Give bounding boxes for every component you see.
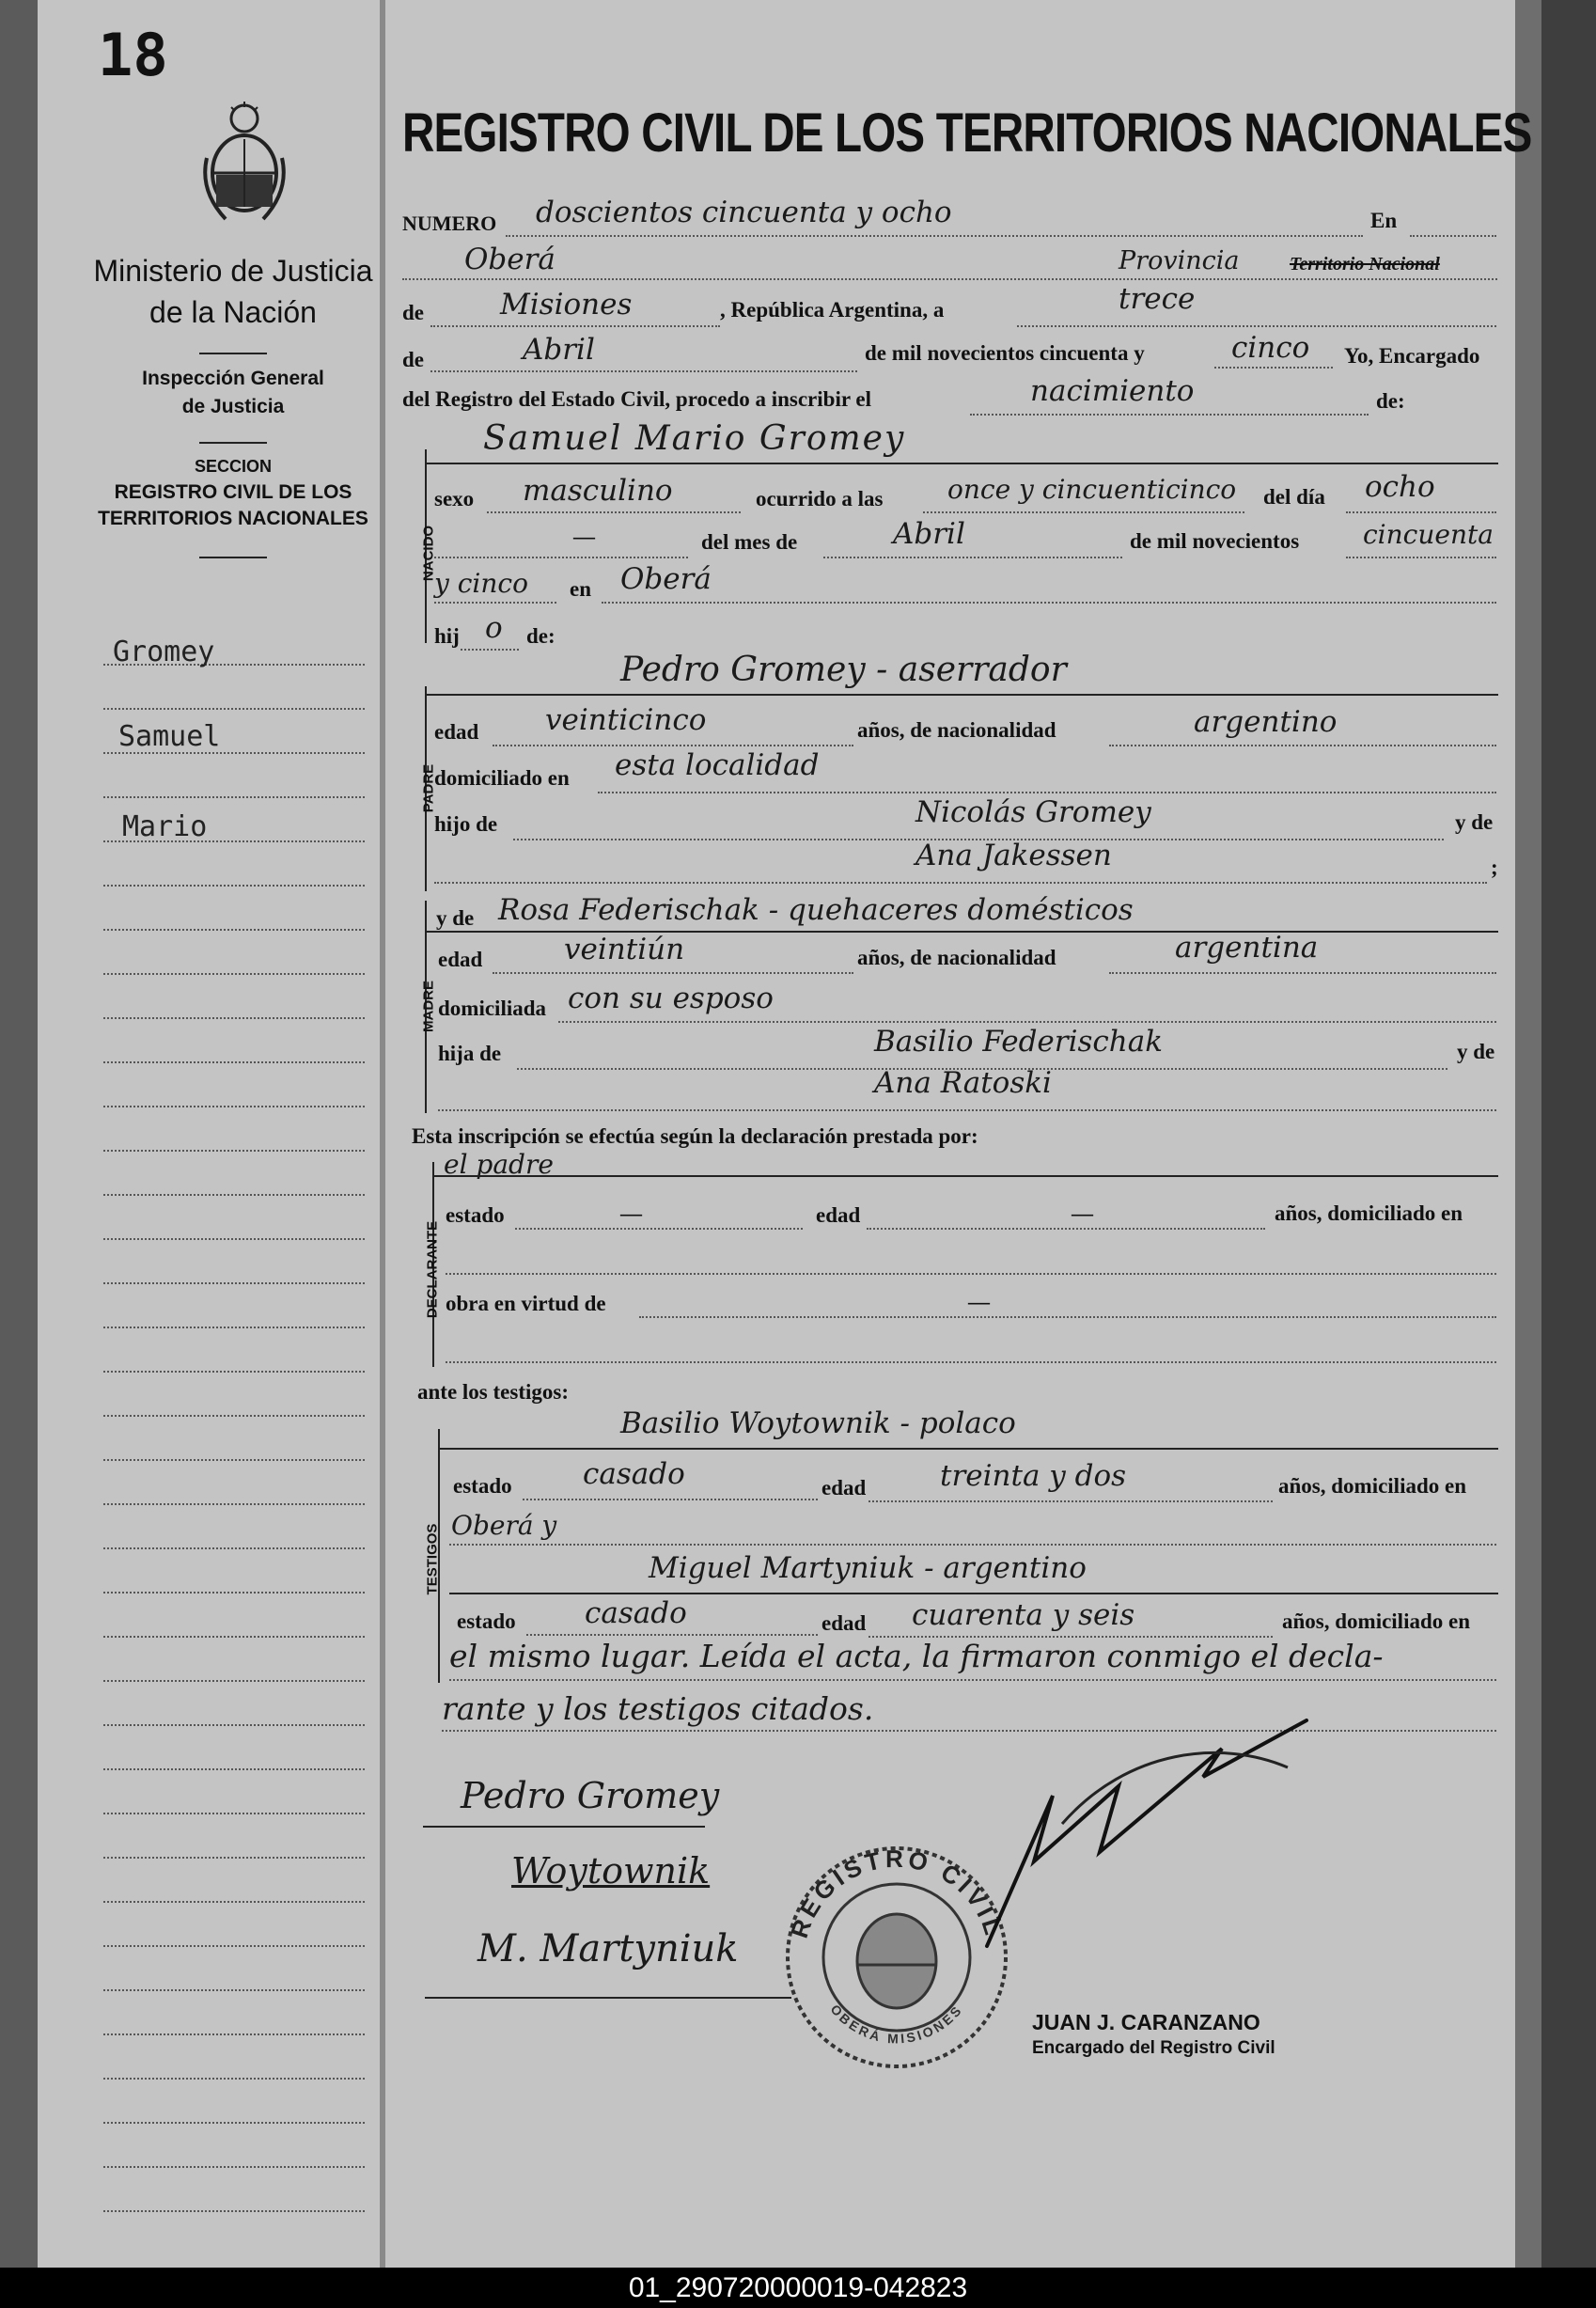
- margin-ruled-line: [103, 1547, 365, 1549]
- margin-ruled-line: [103, 1945, 365, 1947]
- territory-value: Misiones: [500, 288, 633, 322]
- closing-line-1: el mismo lugar. Leída el acta, la firmaron conmigo el decla-: [449, 1638, 1384, 1674]
- month-line: [430, 370, 857, 372]
- hij-line: [461, 649, 519, 651]
- mil-label: de mil novecientos: [1130, 529, 1300, 553]
- signature-testigo-2-rule: [425, 1997, 791, 1999]
- margin-ruled-line: [103, 1194, 365, 1196]
- testigo-1-estado-line: [523, 1499, 818, 1500]
- declarante-underline: [432, 1175, 1498, 1177]
- testigo-1-domicilio: Oberá y: [451, 1510, 557, 1541]
- divider: [199, 442, 267, 444]
- padre-yde-label: y de: [1455, 810, 1494, 834]
- official-signature: [978, 1711, 1335, 1974]
- signature-padre: Pedro Gromey: [461, 1775, 720, 1816]
- padre-hijo-label: hijo de: [434, 812, 498, 836]
- margin-ruled-line: [103, 1150, 365, 1152]
- ministry-line-2: de la Nación: [149, 295, 317, 329]
- sexo-line: [487, 511, 741, 513]
- hij-de-label: de:: [526, 624, 555, 648]
- section-line-1: REGISTRO CIVIL DE LOS: [114, 481, 352, 503]
- signature-testigo-1: Woytownik: [511, 1850, 711, 1892]
- page-fold-line: [380, 0, 385, 2268]
- testigo-1-edad-value: treinta y dos: [940, 1459, 1127, 1493]
- coat-of-arms-emblem: [197, 102, 291, 228]
- testigo-1-underline: [438, 1448, 1498, 1450]
- margin-ruled-line: [103, 2210, 365, 2212]
- divider: [199, 353, 267, 354]
- margin-ruled-line: [103, 1724, 365, 1726]
- declarante-edad-dash: —: [1072, 1201, 1093, 1225]
- madre-mother-line: [438, 1109, 1496, 1111]
- section-line-2: TERRITORIOS NACIONALES: [98, 508, 368, 529]
- padre-edad-line: [493, 745, 853, 746]
- closing-line-1-rule: [449, 1679, 1496, 1681]
- mes-value: Abril: [893, 517, 965, 551]
- madre-mother-value: Ana Ratoski: [874, 1066, 1052, 1100]
- de2-label: de: [402, 348, 424, 371]
- margin-ruled-line: [103, 2166, 365, 2168]
- margin-given-name: Samuel: [118, 720, 221, 753]
- testigo-2-edad-value: cuarenta y seis: [912, 1598, 1135, 1632]
- anio-line: [1346, 557, 1496, 558]
- mes-prefix-line: [434, 557, 688, 558]
- madre-section-label: MADRE: [420, 981, 437, 1032]
- mes-label: del mes de: [701, 530, 798, 554]
- hora-value: once y cincuenticinco: [947, 474, 1237, 505]
- madre-yde-label: y de: [436, 906, 475, 930]
- closing-line-2: rante y los testigos citados.: [442, 1690, 874, 1727]
- margin-ruled-line: [103, 1857, 365, 1859]
- anio-line-2: [434, 602, 556, 604]
- yo-label: Yo, Encargado: [1344, 344, 1480, 368]
- lugar-value: Oberá: [620, 562, 712, 596]
- hora-line: [923, 511, 1244, 513]
- declarante-value: el padre: [444, 1149, 554, 1180]
- dia-line: [1346, 511, 1496, 513]
- margin-ruled-line: [103, 1813, 365, 1814]
- svg-text:REGISTRO CIVIL: [785, 1845, 1009, 1941]
- margin-ruled-line: [103, 708, 365, 710]
- margin-ruled-line: [103, 1592, 365, 1594]
- testigo-2-edad-label: edad: [821, 1611, 867, 1635]
- testigo-2-underline: [449, 1593, 1498, 1594]
- margin-ruled-line: [103, 796, 365, 798]
- document-id-footer: 01_290720000019-042823: [0, 2268, 1596, 2308]
- signature-padre-rule: [423, 1826, 705, 1828]
- en-line: [1410, 235, 1496, 237]
- locality-value: Oberá: [464, 243, 555, 276]
- madre-domicilio-label: domiciliada: [438, 997, 547, 1020]
- ocurrido-label: ocurrido a las: [756, 487, 884, 510]
- numero-line: [506, 235, 1363, 237]
- declarante-domicilio-line: [446, 1273, 1496, 1275]
- sexo-value: masculino: [523, 474, 673, 508]
- margin-ruled-line: [103, 1106, 365, 1107]
- person-name: Samuel Mario Gromey: [483, 419, 906, 458]
- declarante-anios-label: años, domiciliado en: [1275, 1201, 1463, 1225]
- inspection-label: [92, 365, 374, 421]
- testigos-intro: ante los testigos:: [417, 1380, 569, 1404]
- padre-mother-line: [434, 882, 1487, 884]
- declarante-section-label: DECLARANTE: [424, 1220, 441, 1319]
- padre-domicilio-line: [598, 792, 1496, 793]
- padre-edad-value: veinticinco: [545, 703, 707, 737]
- padre-anios-label: años, de nacionalidad: [857, 718, 1056, 742]
- year-label: de mil novecientos cincuenta y: [865, 341, 1145, 365]
- margin-ruled-line: [103, 1503, 365, 1505]
- madre-anios-label: años, de nacionalidad: [857, 946, 1056, 969]
- testigo-1-edad-label: edad: [821, 1476, 867, 1499]
- margin-ruled-line: [103, 2033, 365, 2035]
- testigo-2-anios-label: años, domiciliado en: [1282, 1609, 1471, 1633]
- madre-domicilio-line: [558, 1021, 1496, 1023]
- official-title: Encargado del Registro Civil: [1032, 2038, 1275, 2058]
- madre-edad-value: veintiún: [564, 933, 685, 966]
- margin-ruled-line: [103, 929, 365, 931]
- margin-ruled-line: [103, 1901, 365, 1903]
- margin-surname: Gromey: [113, 636, 215, 668]
- declarante-intro: Esta inscripción se efectúa según la declaración prestada por:: [412, 1124, 978, 1148]
- de-label: de: [402, 301, 424, 324]
- republica-label: , República Argentina, a: [720, 298, 945, 322]
- padre-underline: [425, 694, 1498, 696]
- declarante-edad-line: [867, 1228, 1265, 1230]
- madre-nacionalidad-value: argentina: [1175, 931, 1319, 965]
- testigo-1-anios-label: años, domiciliado en: [1278, 1474, 1467, 1498]
- divider: [199, 557, 267, 558]
- padre-domicilio-value: esta localidad: [615, 748, 820, 782]
- testigo-1-estado-value: casado: [583, 1457, 685, 1491]
- en-label: En: [1370, 209, 1398, 232]
- margin-ruled-line: [103, 1282, 365, 1284]
- testigo-2-estado-label: estado: [457, 1609, 516, 1633]
- padre-edad-label: edad: [434, 720, 479, 744]
- section-label: [92, 453, 374, 532]
- padre-father-value: Nicolás Gromey: [915, 795, 1151, 829]
- padre-semicolon: ;: [1491, 856, 1498, 879]
- stamp-top-text: REGISTRO CIVIL: [784, 1844, 1009, 1942]
- dia-label: del día: [1263, 485, 1325, 509]
- month-value: Abril: [523, 333, 595, 367]
- madre-hija-label: hija de: [438, 1042, 502, 1065]
- year-value: cinco: [1231, 331, 1310, 365]
- inspection-line-1: Inspección General: [142, 368, 324, 389]
- mes-dash: —: [573, 525, 595, 548]
- margin-ruled-line: [103, 1327, 365, 1328]
- margin-ruled-line: [103, 973, 365, 975]
- testigo-2-value: Miguel Martyniuk - argentino: [649, 1551, 1087, 1585]
- de3-label: de:: [1376, 389, 1405, 413]
- name-underline: [425, 463, 1498, 464]
- declarante-obra-label: obra en virtud de: [446, 1292, 606, 1315]
- page-title: REGISTRO CIVIL DE LOS TERRITORIOS NACIONALES: [402, 102, 1532, 164]
- declarante-edad-label: edad: [816, 1203, 861, 1227]
- hij-value: o: [485, 611, 503, 645]
- anio-value-2: y cinco: [434, 568, 528, 599]
- mes-line: [823, 557, 1122, 558]
- margin-ruled-line: [103, 1680, 365, 1682]
- numero-label: NUMERO: [402, 212, 497, 235]
- padre-mother-value: Ana Jakessen: [915, 839, 1112, 872]
- official-name: JUAN J. CARANZANO: [1032, 2010, 1260, 2034]
- margin-ruled-line: [103, 885, 365, 887]
- declarante-obra-dash: —: [968, 1290, 990, 1313]
- padre-domicilio-label: domiciliado en: [434, 766, 570, 790]
- madre-edad-line: [493, 972, 853, 974]
- margin-ruled-line: [103, 1061, 365, 1063]
- margin-ruled-line: [103, 1371, 365, 1373]
- anio-value-1: cincuenta: [1363, 519, 1494, 550]
- madre-name: Rosa Federischak - quehaceres domésticos: [498, 893, 1134, 927]
- page-number: 18: [98, 21, 168, 89]
- margin-ruled-line: [103, 1636, 365, 1638]
- section-heading: SECCION: [194, 457, 272, 476]
- madre-domicilio-value: con su esposo: [568, 981, 774, 1015]
- book-edge-dark: [1541, 0, 1596, 2268]
- padre-name: Pedro Gromey - aserrador: [620, 651, 1067, 689]
- act-line: [970, 414, 1369, 416]
- declarante-estado-label: estado: [446, 1203, 505, 1227]
- ministry-title: [92, 250, 374, 333]
- margin-ruled-line: [103, 1017, 365, 1019]
- inspection-line-2: de Justicia: [181, 396, 285, 417]
- svg-text:OBERÁ MISIONES: [828, 2002, 966, 2046]
- madre-father-value: Basilio Federischak: [874, 1025, 1164, 1059]
- numero-value: doscientos cincuenta y ocho: [536, 196, 952, 229]
- margin-ruled-line: [103, 1459, 365, 1461]
- testigo-2-estado-line: [526, 1634, 818, 1636]
- nacido-section-label: NACIDO: [420, 525, 437, 582]
- declarante-extra-line: [446, 1361, 1496, 1363]
- declarante-estado-line: [515, 1228, 803, 1230]
- padre-nacionalidad-value: argentino: [1194, 705, 1338, 739]
- margin-ruled-line: [103, 2122, 365, 2124]
- padre-nacionalidad-line: [1109, 745, 1496, 746]
- padre-section-label: PADRE: [420, 763, 437, 813]
- testigo-1-estado-label: estado: [453, 1474, 512, 1498]
- margin-ruled-line: [103, 2078, 365, 2080]
- act-value: nacimiento: [1030, 374, 1195, 408]
- margin-ruled-line: [103, 1768, 365, 1770]
- en-label-2: en: [570, 577, 591, 601]
- testigo-2-estado-value: casado: [585, 1596, 687, 1630]
- margin-ruled-line: [103, 1238, 365, 1240]
- testigo-1-value: Basilio Woytownik - polaco: [620, 1406, 1016, 1440]
- dia-value: ocho: [1365, 470, 1435, 504]
- margin-middle-name: Mario: [122, 810, 208, 843]
- madre-yde2-label: y de: [1457, 1040, 1495, 1063]
- stamp-bottom-text: OBERÁ MISIONES: [827, 2002, 966, 2047]
- territorio-struck: Territorio Nacional: [1290, 254, 1440, 275]
- registry-label: del Registro del Estado Civil, procedo a inscribir el: [402, 387, 871, 411]
- ministry-line-1: Ministerio de Justicia: [93, 254, 373, 288]
- hij-label: hij: [434, 624, 460, 648]
- day-line: [1017, 325, 1496, 327]
- closing-line-2-rule: [442, 1730, 1496, 1732]
- provincia-value: Provincia: [1119, 246, 1240, 275]
- sexo-label: sexo: [434, 487, 475, 510]
- madre-edad-label: edad: [438, 948, 483, 971]
- declarante-estado-dash: —: [620, 1201, 642, 1225]
- year-line: [1214, 367, 1333, 369]
- testigo-1-domicilio-line: [449, 1544, 1496, 1546]
- lugar-line: [602, 602, 1496, 604]
- territory-line: [430, 325, 720, 327]
- madre-nacionalidad-line: [1109, 972, 1496, 974]
- day-value: trece: [1119, 282, 1196, 316]
- declarante-obra-line: [639, 1316, 1496, 1318]
- testigos-section-label: TESTIGOS: [424, 1523, 441, 1595]
- signature-testigo-2: M. Martyniuk: [477, 1927, 739, 1970]
- margin-ruled-line: [103, 1989, 365, 1991]
- margin-ruled-line: [103, 1415, 365, 1417]
- locality-line: [402, 278, 1497, 280]
- testigo-1-edad-line: [868, 1500, 1273, 1502]
